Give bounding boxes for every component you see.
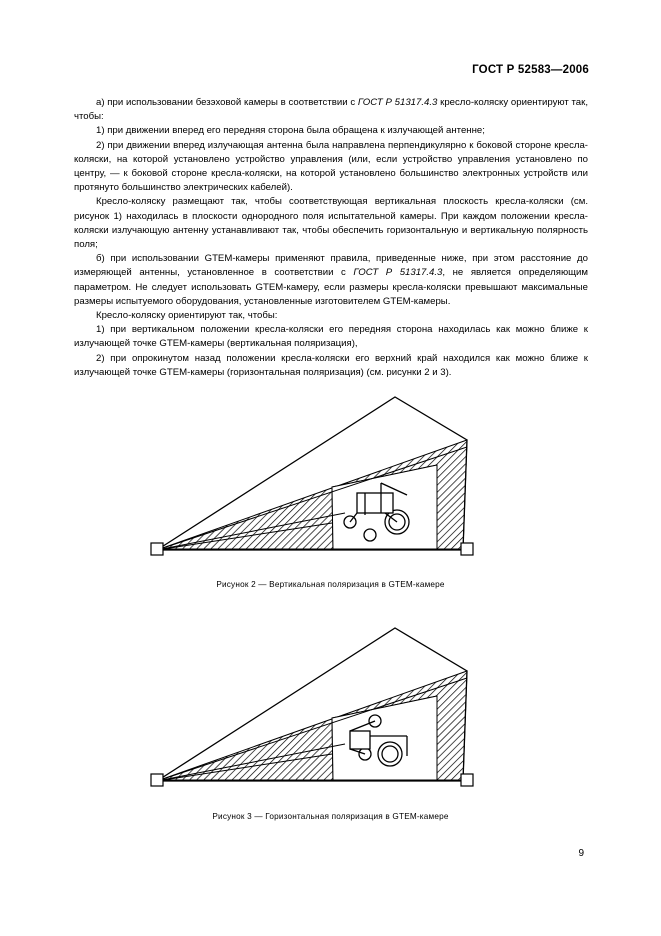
figure-3-caption: Рисунок 3 — Горизонтальная поляризация в GTEM-камере <box>212 812 449 821</box>
paragraph-b-text: б) при использовании GTEM-камеры применяют правила, приведенные ниже, при этом расстояние до измеряющей антенны, установленное в соответствии с <box>74 253 588 279</box>
standard-reference: ГОСТ Р 51317.4.3 <box>357 97 438 108</box>
paragraph-b1: 1) при вертикальном положении кресла-коляски его передняя сторона находилась как можно ближе к излучающей точке GTEM-камеры (вертикальная поляризация), <box>74 324 588 350</box>
paragraph-orientation: Кресло-коляску ориентируют так, чтобы: <box>96 310 278 322</box>
chamber-foot <box>461 543 473 555</box>
test-volume <box>332 696 437 781</box>
figure-3 <box>145 626 479 808</box>
chamber-foot <box>151 543 163 555</box>
paragraph-a-tail: кресло-коляску ориентируют так, чтобы: <box>74 97 589 123</box>
document-header: ГОСТ Р 52583—2006 <box>472 64 589 76</box>
page-number: 9 <box>578 848 584 859</box>
figure-2-caption: Рисунок 2 — Вертикальная поляризация в GTEM-камере <box>216 580 445 589</box>
paragraph-a1: 1) при движении вперед его передняя сторона была обращена к излучающей антенне; <box>96 125 485 137</box>
paragraph-a <box>74 96 588 124</box>
paragraph-a2: 2) при движении вперед излучающая антенна была направлена перпендикулярно к боковой стороне кресла-коляски, на которой установлено устройство управления (или, если устройство управления установлено по центру, — к боковой стороне кресла-коляски, на которой установлено большинство электронных устройств или протянуто большинство электрических кабелей). <box>74 139 588 194</box>
paragraph-b <box>74 252 588 309</box>
chamber-foot <box>151 774 163 786</box>
figure-2 <box>145 395 479 577</box>
paragraph-b-tail: , не является определяющим параметром. Не следует использовать GTEM-камеру, если размеры кресла-коляски превышают максимальные размеры испытуемого оборудования, установленные изготовителем GTEM-камеры. <box>74 267 588 307</box>
gtem-diagram-horizontal <box>145 626 479 808</box>
paragraph-placement: Кресло-коляску размещают так, чтобы соответствующая вертикальная плоскость кресла-коляски (см. рисунок 1) находилась в плоскости однородного поля испытательной камеры. При каждом положении кресла-коляски излучающую антенну устанавливают так, чтобы обеспечить горизонтальную и вертикальную полярность поля; <box>74 196 588 251</box>
body-text <box>74 96 588 380</box>
paragraph-b2: 2) при опрокинутом назад положении кресла-коляски его верхний край находился как можно ближе к излучающей точке GTEM-камеры (горизонтальная поляризация) (см. рисунки 2 и 3). <box>74 352 588 378</box>
standard-reference: ГОСТ Р 51317.4.3 <box>353 267 443 279</box>
gtem-diagram-vertical <box>145 395 479 577</box>
paragraph-a-text: а) при использовании безэховой камеры в соответствии с <box>96 97 358 108</box>
chamber-foot <box>461 774 473 786</box>
